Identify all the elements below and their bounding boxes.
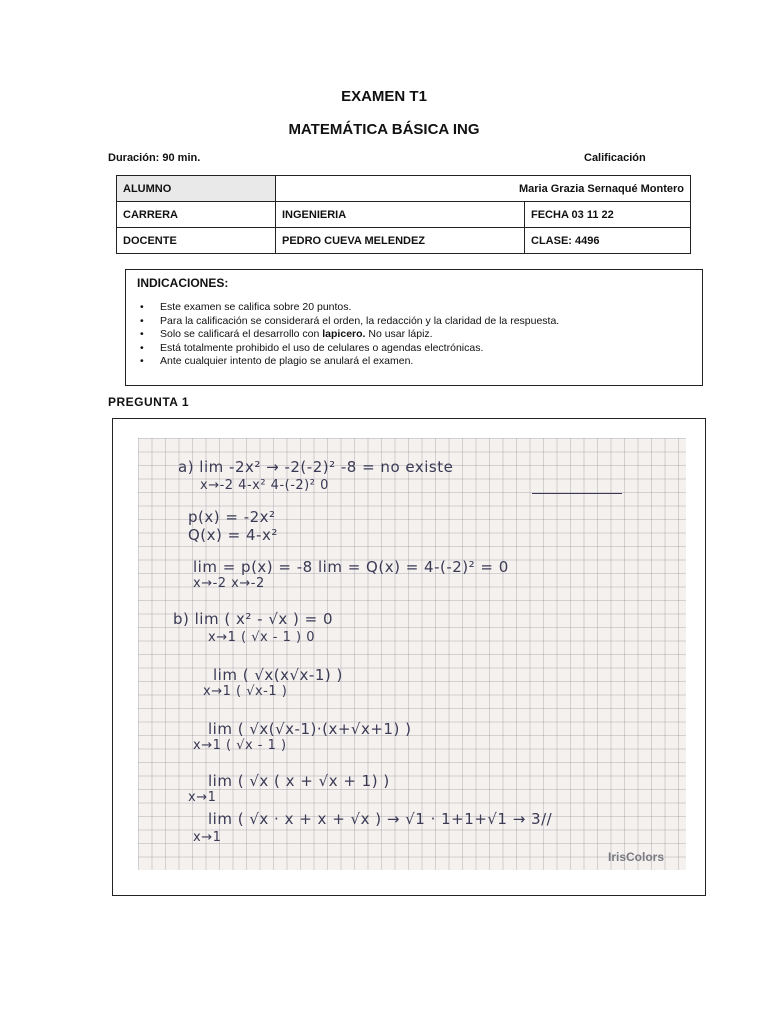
clase-value: CLASE: 4496 — [525, 228, 691, 254]
handwriting-line: p(x) = -2x² — [188, 508, 276, 526]
docente-label: DOCENTE — [117, 228, 276, 254]
handwriting-line: lim ( √x(x√x-1) ) — [213, 666, 343, 684]
list-item-text: Solo se calificará el desarrollo con — [160, 328, 320, 340]
handwriting-line: x→1 ( √x-1 ) — [203, 684, 288, 699]
course-title: MATEMÁTICA BÁSICA ING — [288, 121, 480, 138]
docente-value: PEDRO CUEVA MELENDEZ — [276, 228, 525, 254]
alumno-label: ALUMNO — [117, 176, 276, 202]
list-item: • Ante cualquier intento de plagio se anulará el examen. — [140, 355, 559, 369]
list-item: • Este examen se califica sobre 20 puntos. — [140, 301, 559, 315]
handwriting-line: x→1 ( √x - 1 ) 0 — [208, 630, 316, 645]
underline-mark — [532, 493, 622, 494]
handwriting-line: x→1 — [188, 790, 217, 805]
instructions-title: INDICACIONES: — [137, 276, 229, 290]
handwriting-line: lim ( √x(√x-1)·(x+√x+1) ) — [208, 720, 412, 738]
list-item: • Para la calificación se considerará el orden, la redacción y la claridad de la respuesta. — [140, 315, 559, 329]
list-item — [140, 328, 559, 342]
handwriting-line: b) lim ( x² - √x ) = 0 — [173, 610, 334, 628]
exam-title: EXAMEN T1 — [341, 88, 427, 105]
handwriting-line: lim = p(x) = -8 lim = Q(x) = 4-(-2)² = 0 — [193, 558, 509, 576]
lapicero-bold: lapicero. — [322, 328, 366, 340]
table-row — [117, 176, 691, 202]
table-row — [117, 202, 691, 228]
duration-label: Duración: 90 min. — [108, 152, 201, 164]
handwriting-line: x→-2 x→-2 — [193, 576, 265, 591]
handwriting-line: x→1 — [193, 830, 222, 845]
handwritten-answer-photo — [138, 438, 686, 870]
handwriting-line: x→1 ( √x - 1 ) — [193, 738, 287, 753]
carrera-label: CARRERA — [117, 202, 276, 228]
table-row — [117, 228, 691, 254]
fecha-value: FECHA 03 11 22 — [525, 202, 691, 228]
handwriting-line: lim ( √x · x + x + √x ) → √1 · 1+1+√1 → 3// — [208, 810, 553, 828]
handwriting-line: x→-2 4-x² 4-(-2)² 0 — [200, 478, 329, 493]
instructions-box — [125, 269, 703, 386]
alumno-value: Maria Grazia Sernaqué Montero — [276, 176, 691, 202]
grade-label: Calificación — [584, 152, 646, 164]
question-label: PREGUNTA 1 — [108, 395, 190, 409]
notebook-brand-logo: IrisColors — [607, 850, 664, 864]
carrera-value: INGENIERIA — [276, 202, 525, 228]
handwriting-line: a) lim -2x² → -2(-2)² -8 = no existe — [178, 458, 454, 476]
instructions-list — [140, 301, 559, 369]
list-item: • Está totalmente prohibido el uso de celulares o agendas electrónicas. — [140, 342, 559, 356]
list-item-tail: No usar lápiz. — [365, 328, 433, 340]
student-info-table — [116, 175, 691, 254]
handwriting-line: Q(x) = 4-x² — [188, 526, 278, 544]
handwriting-line: lim ( √x ( x + √x + 1) ) — [208, 772, 390, 790]
